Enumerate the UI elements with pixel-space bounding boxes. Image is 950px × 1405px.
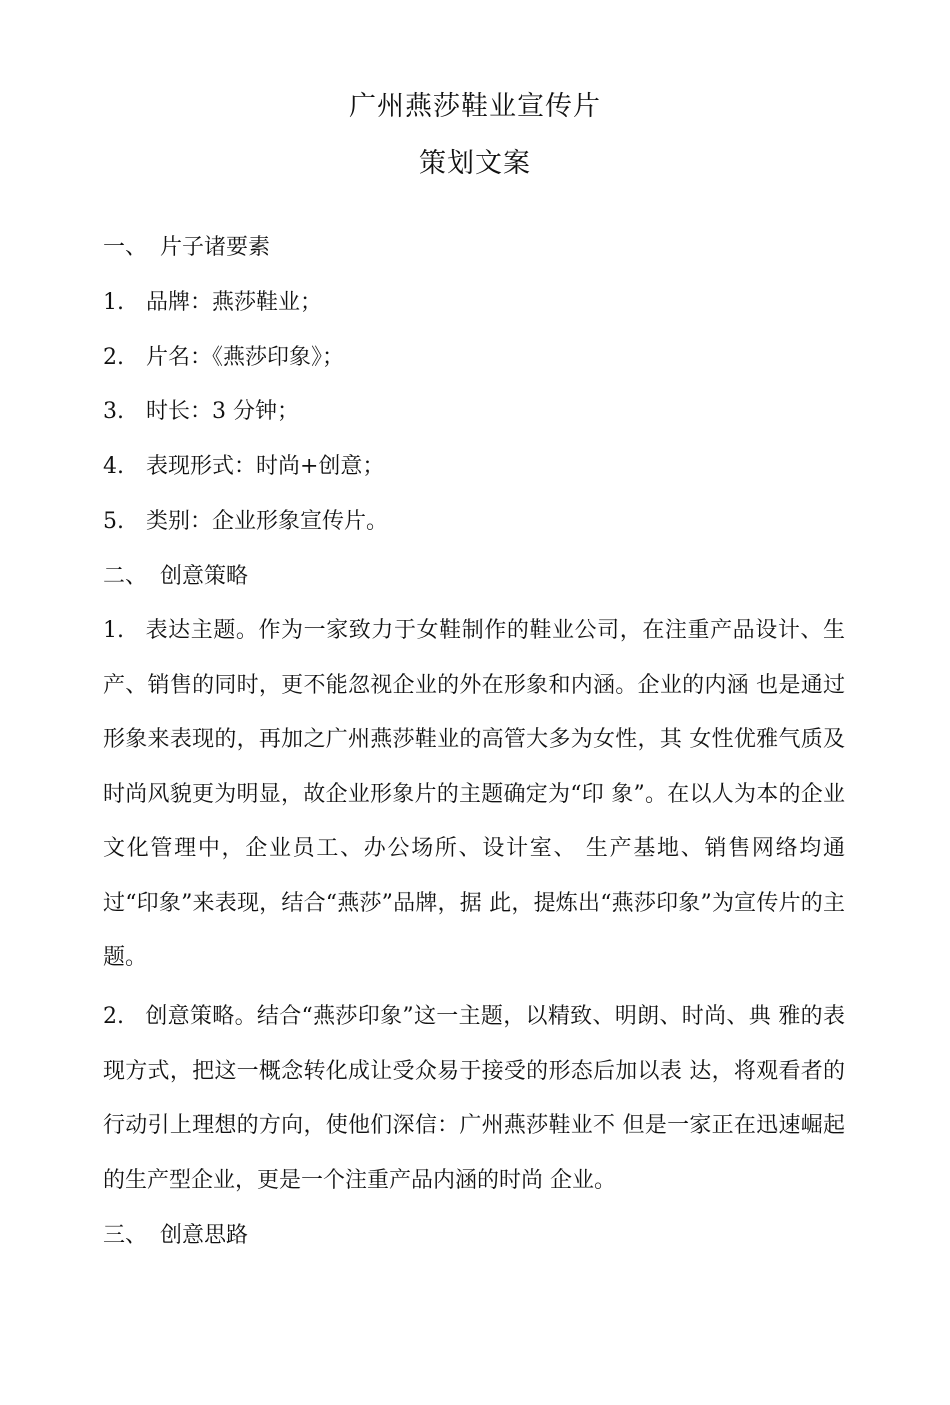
section-number: 二、	[103, 564, 148, 589]
list-item-text: 片名：《燕莎印象》；	[146, 345, 345, 370]
list-item-number: 3.	[103, 399, 124, 424]
section-number: 一、	[103, 235, 148, 260]
list-item	[103, 452, 384, 482]
document-subtitle: 策划文案	[419, 148, 531, 179]
paragraph-text: 表达主题。作为一家致力于女鞋制作的鞋业公司，在注重产品设计、生产、销售的同时，更不能忽视企业的外在形象和内涵。企业的内涵 也是通过形象来表现的，再加之广州燕莎鞋业的高管大多为女性，其 女性优雅气质及时尚风貌更为明显，故企业形象片的主题确定为“印 象”。在以人为本的企业文化管理中，企业员工、办公场所、设计室、 生产基地、销售网络均通过“印象”来表现，结合“燕莎”品牌，据 此，提炼出“燕莎印象”为宣传片的主题。	[103, 618, 845, 970]
paragraph	[103, 990, 845, 1208]
document-title: 广州燕莎鞋业宣传片	[349, 91, 601, 122]
list-item	[103, 288, 322, 318]
list-item	[103, 397, 299, 427]
list-item-number: 4.	[103, 454, 124, 479]
paragraph-number: 2.	[103, 1004, 124, 1029]
list-item-number: 2.	[103, 345, 124, 370]
paragraph-number: 1.	[103, 618, 124, 643]
paragraph-text: 创意策略。结合“燕莎印象”这一主题，以精致、明朗、时尚、典 雅的表现方式，把这一概念转化成让受众易于接受的形态后加以表 达，将观看者的行动引上理想的方向，使他们深信：广州燕莎鞋业不 但是一家正在迅速崛起的生产型企业，更是一个注重产品内涵的时尚 企业。	[103, 1004, 845, 1193]
list-item-text: 时长：3 分钟；	[146, 399, 299, 424]
section-title: 创意思路	[160, 1223, 249, 1248]
section-title: 片子诸要素	[160, 235, 271, 260]
paragraph	[103, 604, 845, 986]
list-item-text: 类别：企业形象宣传片。	[146, 509, 389, 534]
list-item	[103, 343, 344, 373]
list-item-text: 品牌：燕莎鞋业；	[146, 290, 323, 315]
section-number: 三、	[103, 1223, 148, 1248]
list-item-number: 5.	[103, 509, 124, 534]
section-heading	[103, 1221, 248, 1251]
list-item-text: 表现形式：时尚+创意；	[146, 454, 385, 479]
section-title: 创意策略	[160, 564, 249, 589]
list-item-number: 1.	[103, 290, 124, 315]
section-heading	[103, 233, 270, 263]
section-heading	[103, 562, 248, 592]
list-item	[103, 507, 388, 537]
